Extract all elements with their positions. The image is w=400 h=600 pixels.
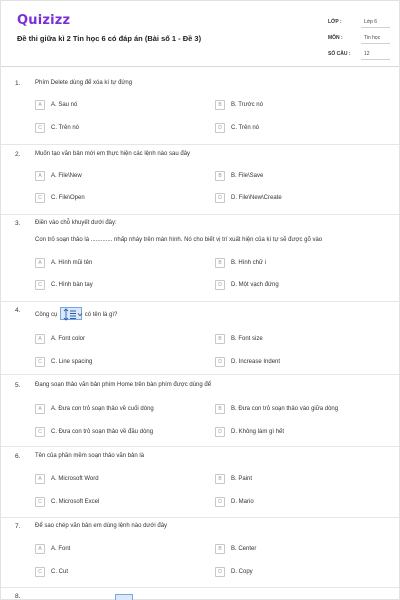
option-c[interactable] [35, 566, 205, 578]
option-d[interactable] [215, 566, 385, 578]
question-text: Điền vào chỗ khuyết dưới đây: [35, 220, 117, 226]
option-text: B. Paint [231, 476, 253, 482]
option-text: C. Trên nó [231, 125, 260, 131]
option-a[interactable] [35, 99, 205, 111]
quizizz-logo: Quizizz [17, 13, 71, 28]
option-letter: D [215, 193, 225, 203]
question-7 [15, 523, 387, 583]
option-text: A. Font color [51, 336, 86, 342]
option-a[interactable] [35, 473, 205, 485]
option-c[interactable] [35, 192, 205, 204]
meta-value: 12 [361, 48, 390, 60]
option-text: A. Hình mũi tên [51, 260, 93, 266]
option-b[interactable] [215, 257, 385, 269]
option-text: C. Đưa con trỏ soạn thảo về đầu dòng [51, 429, 154, 435]
option-c[interactable] [35, 496, 205, 508]
question-subtext: Con trỏ soạn thảo là ............. nhấp nháy trên màn hình. Nó cho biết vị trí xuất hiện của kí tự sẽ được gõ vào [35, 237, 323, 243]
option-text: D. Copy [231, 569, 253, 575]
option-b[interactable] [215, 543, 385, 555]
toolbar-icon [115, 594, 133, 600]
question-text: Đang soạn thảo văn bản phím Home trên bàn phím được dùng để [35, 382, 212, 388]
option-text: D. File\New\Create [231, 195, 282, 201]
option-text: A. Font [51, 546, 71, 552]
option-c[interactable] [35, 356, 205, 368]
option-text: C. File\Open [51, 195, 85, 201]
option-b[interactable] [215, 170, 385, 182]
option-letter: D [215, 280, 225, 290]
option-c[interactable] [35, 426, 205, 438]
option-letter: C [35, 193, 45, 203]
option-text: A. Đưa con trỏ soạn thảo về cuối dòng [51, 406, 154, 412]
option-letter: B [215, 334, 225, 344]
option-b[interactable] [215, 333, 385, 345]
option-letter: B [215, 258, 225, 268]
question-number: 2. [15, 151, 21, 158]
option-letter: A [35, 544, 45, 554]
option-letter: A [35, 334, 45, 344]
meta-label: SỐ CÂU : [328, 50, 351, 57]
option-d[interactable] [215, 279, 385, 291]
question-divider [1, 214, 399, 215]
option-letter: C [35, 567, 45, 577]
option-letter: D [215, 357, 225, 367]
option-text: C. Hình bàn tay [51, 282, 93, 288]
question-divider [1, 374, 399, 375]
option-letter: B [215, 404, 225, 414]
question-text: Phím Delete dùng để xóa kí tự đứng [35, 80, 133, 86]
question-6 [15, 453, 387, 513]
option-c[interactable] [35, 122, 205, 134]
option-text: C. Line spacing [51, 359, 93, 365]
option-letter: C [35, 123, 45, 133]
option-d[interactable] [215, 356, 385, 368]
option-b[interactable] [215, 403, 385, 415]
option-letter: B [215, 171, 225, 181]
option-text: B. Hình chữ i [231, 260, 267, 266]
option-text: B. File\Save [231, 173, 264, 179]
option-text: C. Trên nó [51, 125, 80, 131]
option-letter: D [215, 427, 225, 437]
option-letter: B [215, 544, 225, 554]
option-letter: B [215, 100, 225, 110]
question-2 [15, 151, 387, 211]
option-a[interactable] [35, 170, 205, 182]
option-text: B. Center [231, 546, 257, 552]
option-letter: A [35, 404, 45, 414]
option-letter: D [215, 497, 225, 507]
option-a[interactable] [35, 543, 205, 555]
meta-row-subject [328, 30, 390, 45]
question-5 [15, 382, 387, 442]
question-4 [15, 307, 387, 369]
option-text: D. Không làm gì hết [231, 429, 285, 435]
question-text [35, 308, 117, 321]
question-text-after: có tên là gì? [84, 312, 118, 319]
line-spacing-icon [60, 307, 82, 320]
option-text: D. Một vạch đứng [231, 282, 279, 288]
question-8 [15, 593, 387, 600]
meta-box [328, 14, 390, 62]
question-number: 8. [15, 593, 21, 600]
meta-row-class [328, 14, 390, 29]
option-b[interactable] [215, 99, 385, 111]
option-a[interactable] [35, 403, 205, 415]
meta-label: LỚP : [328, 18, 342, 25]
meta-value: Lớp 6 [361, 16, 390, 28]
option-letter: C [35, 357, 45, 367]
document-title: Đề thi giữa kì 2 Tin học 6 có đáp án (Bài số 1 - Đề 3) [17, 34, 202, 43]
option-d[interactable] [215, 122, 385, 134]
option-d[interactable] [215, 192, 385, 204]
question-divider [1, 301, 399, 302]
question-number: 4. [15, 307, 21, 314]
option-letter: C [35, 280, 45, 290]
option-d[interactable] [215, 496, 385, 508]
question-divider [1, 144, 399, 145]
question-number: 1. [15, 80, 21, 87]
option-letter: A [35, 258, 45, 268]
option-text: A. File\New [51, 173, 82, 179]
question-number: 5. [15, 382, 21, 389]
question-text-before: Công cụ [35, 312, 58, 319]
option-text: D. Increase Indent [231, 359, 281, 365]
option-text: B. Trước nó [231, 102, 263, 108]
option-letter: D [215, 567, 225, 577]
option-letter: A [35, 100, 45, 110]
option-text: A. Sau nó [51, 102, 78, 108]
option-a[interactable] [35, 257, 205, 269]
question-divider [1, 517, 399, 518]
option-d[interactable] [215, 426, 385, 438]
option-a[interactable] [35, 333, 205, 345]
question-divider [1, 446, 399, 447]
option-letter: B [215, 474, 225, 484]
question-number: 7. [15, 523, 21, 530]
question-text: Tên của phần mềm soạn thảo văn bản là [35, 453, 145, 459]
question-text: Muốn tạo văn bản mới em thực hiện các lệnh nào sau đây [35, 151, 191, 157]
meta-label: MÔN : [328, 34, 343, 41]
question-1 [15, 80, 387, 140]
option-text: D. Mario [231, 499, 254, 505]
option-c[interactable] [35, 279, 205, 291]
option-letter: A [35, 474, 45, 484]
option-text: A. Microsoft Word [51, 476, 99, 482]
option-text: B. Đưa con trỏ soạn thảo vào giữa dòng [231, 406, 339, 412]
meta-row-count [328, 46, 390, 61]
option-letter: C [35, 427, 45, 437]
option-letter: C [35, 497, 45, 507]
option-letter: D [215, 123, 225, 133]
worksheet-header [1, 1, 399, 67]
option-b[interactable] [215, 473, 385, 485]
question-number: 3. [15, 220, 21, 227]
option-text: C. Cut [51, 569, 69, 575]
question-divider [1, 587, 399, 588]
question-number: 6. [15, 453, 21, 460]
question-text: Để sao chép văn bản em dùng lệnh nào dưới đây [35, 523, 168, 529]
option-letter: A [35, 171, 45, 181]
meta-value: Tin học [361, 32, 390, 44]
option-text: B. Font size [231, 336, 263, 342]
question-3 [15, 220, 387, 298]
option-text: C. Microsoft Excel [51, 499, 100, 505]
